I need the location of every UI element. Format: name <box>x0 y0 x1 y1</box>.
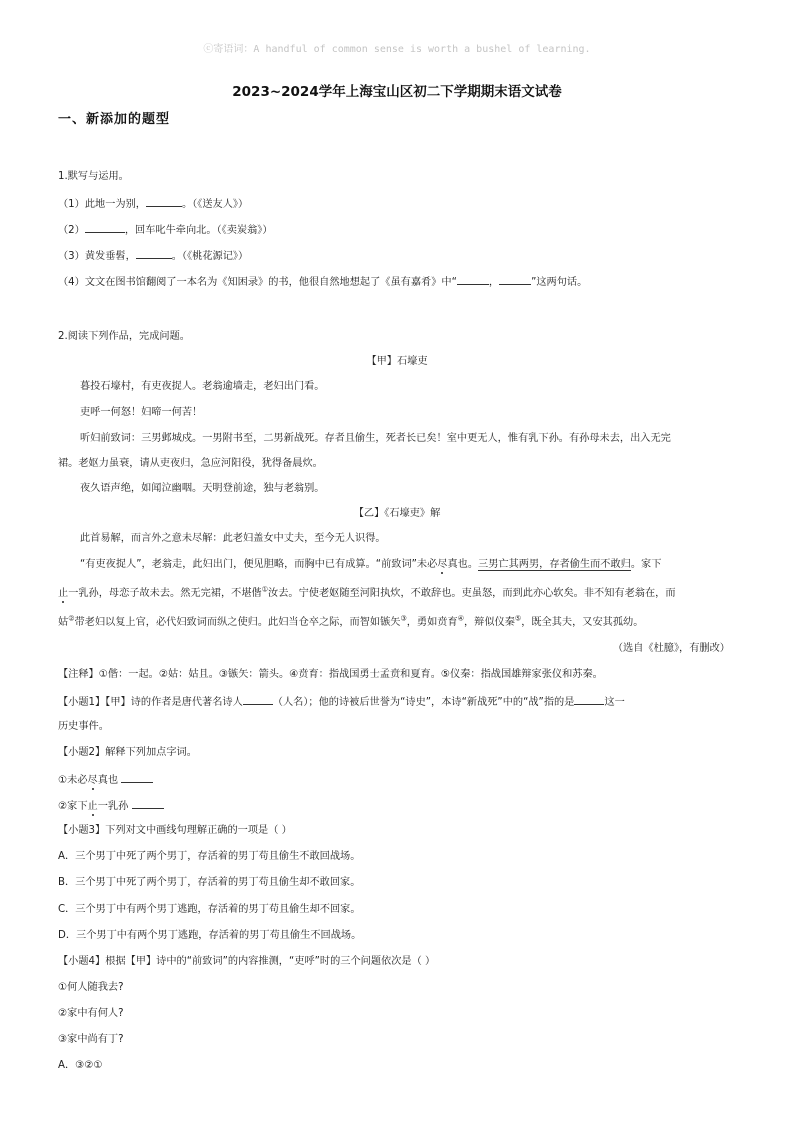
passage-yi-text: ，勇如贲育 <box>406 617 458 628</box>
passage-yi-text: 。家下 <box>630 559 662 570</box>
q1-item-3 <box>58 248 248 264</box>
option-d[interactable]: D．三个男丁中有两个男丁逃跑，存活着的男丁苟且偷生不回战场。 <box>58 930 362 941</box>
passage-jia-line: 夜久语声绝，如闻泣幽咽。天明登前途，独与老翁别。 <box>80 483 325 494</box>
item-text: ①未必 <box>58 775 88 786</box>
q1-item-3-text-b: 。（《桃花源记》） <box>171 251 249 262</box>
q1-item-3-text-a: （3）黄发垂髫， <box>58 251 136 262</box>
footnote-mark: ⑤ <box>514 614 522 623</box>
passage-source: （选自《杜臆》，有删改） <box>612 643 730 654</box>
watermark: ⓒ寄语词：A handful of common sense is worth a bushel of learning. <box>203 44 591 55</box>
passage-yi-line <box>58 616 643 630</box>
q1-item-4 <box>58 274 587 290</box>
passage-yi-text: 真也。 <box>447 559 479 570</box>
answer-blank[interactable] <box>243 694 273 705</box>
subquestion-4-item: ②家中有何人? <box>58 1008 124 1019</box>
passage-yi-line <box>80 558 661 572</box>
passage-yi-text: 带老妇以复上官，必代妇致词而纵之使归。此妇当仓卒之际，而智如镞矢 <box>74 617 401 628</box>
passage-yi-text: 一乳孙，母恋子故未去。然无完裙，不堪偕 <box>68 588 262 599</box>
answer-blank[interactable] <box>121 772 153 783</box>
subquestion-1-text: 【小题1】【甲】诗的作者是唐代著名诗人 <box>58 697 243 708</box>
q1-item-1 <box>58 196 248 212</box>
answer-blank[interactable] <box>499 274 531 285</box>
dotted-char: 止 <box>58 588 69 599</box>
subquestion-2: 【小题2】解释下列加点字词。 <box>58 747 197 758</box>
passage-jia-line: 暮投石壕村，有吏夜捉人。老翁逾墙走，老妇出门看。 <box>80 381 325 392</box>
item-text: ②家下 <box>58 801 88 812</box>
dotted-char: 止 <box>87 801 98 812</box>
subquestion-4-item: ①何人随我去? <box>58 982 124 993</box>
q1-item-4-text-b: ， <box>488 277 500 288</box>
footnote-mark: ① <box>261 585 269 594</box>
item-text: 一乳孙 <box>97 801 129 812</box>
subquestion-1-text: 这一 <box>604 697 625 708</box>
answer-blank[interactable] <box>574 694 604 705</box>
exam-title: 2023~2024学年上海宝山区初二下学期期末语文试卷 <box>232 84 562 100</box>
dotted-char: 尽 <box>87 775 98 786</box>
section-heading: 一、新添加的题型 <box>58 112 171 127</box>
subquestion-4-item: ③家中尚有丁? <box>58 1034 124 1045</box>
passage-yi-text: ，辩似仪秦 <box>463 617 515 628</box>
q1-item-4-text-a: （4）文文在图书馆翻阅了一本名为《知困录》的书，他很自然地想起了《虽有嘉肴》中“ <box>58 277 457 288</box>
answer-blank[interactable] <box>132 798 164 809</box>
subquestion-2-item-1 <box>58 772 153 788</box>
q1-stem: 1.默写与运用。 <box>58 171 129 182</box>
subquestion-1-cont: 历史事件。 <box>58 721 109 732</box>
q1-item-4-text-c: ”这两句话。 <box>531 277 588 288</box>
subquestion-1 <box>58 694 625 710</box>
passage-jia-line: 听妇前致词：三男邺城戍。一男附书至，二男新战死。存者且偷生，死者长已矣！室中更无人，惟有乳下孙。有孙母未去，出入无完 <box>80 433 671 444</box>
q1-item-2-text-a: （2） <box>58 225 85 236</box>
q1-item-2 <box>58 222 273 238</box>
passage-jia-line: 吏呼一何怒！妇啼一何苦！ <box>80 407 203 418</box>
passage-yi-text: 姑 <box>58 617 69 628</box>
option-b[interactable]: B．三个男丁中死了两个男丁，存活着的男丁苟且偷生却不敢回家。 <box>58 877 361 888</box>
subquestion-1-text: （人名）；他的诗被后世誉为“诗史”，本诗“新战死”中的“战”指的是 <box>272 697 575 708</box>
passage-yi-title: 【乙】《石壕吏》解 <box>353 508 441 519</box>
passage-jia-line: 裙。老妪力虽衰，请从吏夜归，急应河阳役，犹得备晨炊。 <box>58 458 323 469</box>
passage-yi-text: “有吏夜捉人”，老翁走，此妇出门，便见胆略，而胸中已有成算。“前致词”未必 <box>80 559 438 570</box>
subquestion-2-item-2 <box>58 798 164 814</box>
footnote-mark: ② <box>68 614 75 623</box>
answer-blank[interactable] <box>457 274 489 285</box>
answer-blank[interactable] <box>136 248 172 259</box>
footnote-mark: ④ <box>457 614 464 623</box>
passage-yi-text: 汝去。宁使老妪随至河阳执炊，不敢辞也。吏虽怒，而到此亦心软矣。非不知有老翁在，而 <box>268 588 676 599</box>
passage-yi-line <box>58 587 676 601</box>
q2-stem: 2.阅读下列作品，完成问题。 <box>58 331 190 342</box>
passage-yi-line: 此首易解，而言外之意未尽解：此老妇盖女中丈夫，至今无人识得。 <box>80 533 386 544</box>
q1-item-2-text-b: ，回车叱牛牵向北。（《卖炭翁》） <box>124 225 273 236</box>
option-a[interactable]: A．③②① <box>58 1060 103 1071</box>
footnote-mark: ③ <box>400 614 407 623</box>
dotted-char: 尽 <box>437 559 448 570</box>
subquestion-3: 【小题3】下列对文中画线句理解正确的一项是（ ） <box>58 825 292 836</box>
answer-blank[interactable] <box>85 222 125 233</box>
q1-item-1-text-b: 。（《送友人》） <box>181 199 249 210</box>
subquestion-4: 【小题4】根据【甲】诗中的“前致词”的内容推测，“吏呼”时的三个问题依次是（ ） <box>58 956 436 967</box>
passage-yi-text: ，既全其夫，又安其孤幼。 <box>521 617 644 628</box>
q1-item-1-text-a: （1）此地一为别， <box>58 199 146 210</box>
option-a[interactable]: A．三个男丁中死了两个男丁，存活着的男丁苟且偷生不敢回战场。 <box>58 851 361 862</box>
item-text: 真也 <box>97 775 119 786</box>
underlined-sentence: 三男亡其两男，存者偷生而不敢归 <box>478 559 631 570</box>
annotation-notes: 【注释】①偕：一起。②姑：姑且。③镞矢：箭头。④贲育：指战国勇士孟贲和夏育。⑤仪秦：指战国雄辩家张仪和苏秦。 <box>58 669 603 680</box>
option-c[interactable]: C．三个男丁中有两个男丁逃跑，存活着的男丁苟且偷生却不回家。 <box>58 904 361 915</box>
passage-jia-title: 【甲】石壕吏 <box>366 356 428 367</box>
answer-blank[interactable] <box>146 196 182 207</box>
